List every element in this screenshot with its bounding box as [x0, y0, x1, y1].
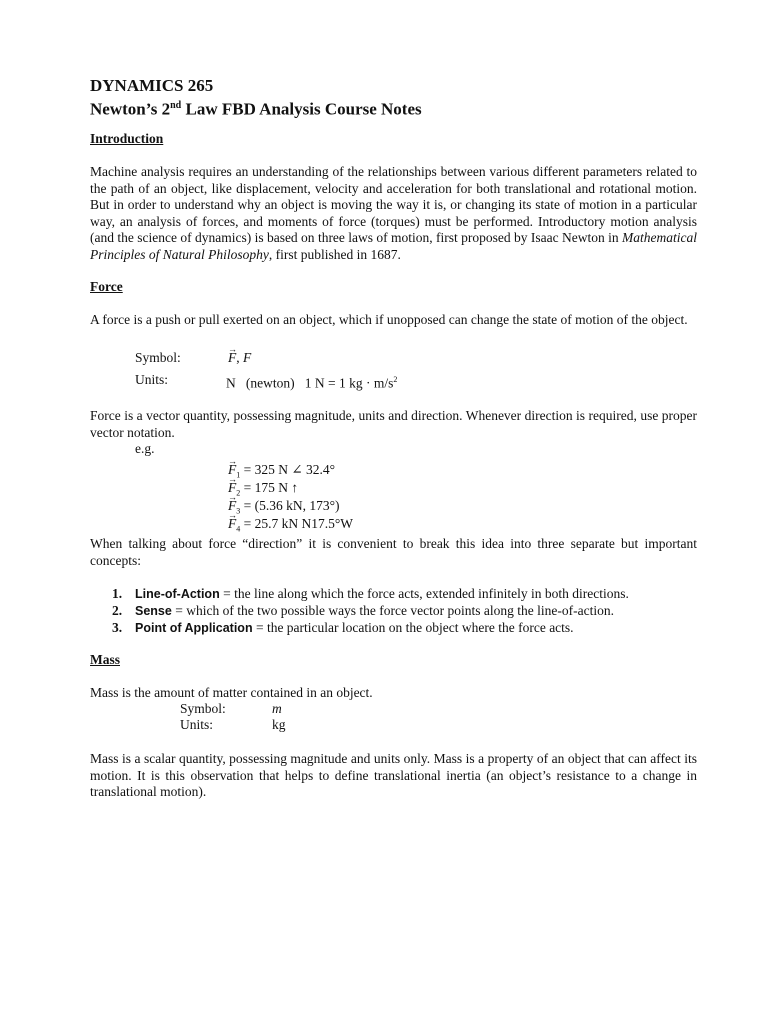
concept-item-1: 1. Line-of-Action = the line along which the force acts, extended infinitely in both directions.: [112, 586, 629, 601]
page-title: Newton’s 2nd Law FBD Analysis Course Notes: [90, 99, 422, 119]
force-example-4: → $F_4 = 25.7$ kN N17.5°W: [228, 516, 353, 538]
heading-mass: Mass: [90, 652, 120, 667]
force-example-2: → $F_2 = 175$ N ↑: [228, 480, 298, 502]
mass-units: kg: [272, 717, 286, 732]
mass-units-label: Units:: [180, 717, 214, 732]
force-definition: A force is a push or pull exerted on an object, which if unopposed can change the state of motion of the object.: [90, 312, 688, 327]
eg-label: e.g.: [135, 441, 155, 456]
concept-item-3: 3. Point of Application = the particular location on the object where the force acts.: [112, 620, 574, 635]
course-code: DYNAMICS 265: [90, 76, 214, 95]
force-symbol: → F, F: [228, 350, 251, 366]
force-example-1: → $F_1 = 325$ N ∠ 32.4°: [228, 462, 335, 484]
direction-paragraph: When talking about force “direction” it is convenient to break this idea into three separate but important concepts:: [90, 536, 697, 568]
force-example-3: → $F_3 = (5.36$ kN, 173°): [228, 498, 340, 520]
mass-symbol-label: Symbol:: [180, 701, 226, 716]
force-symbol-label: Symbol:: [135, 350, 181, 365]
book-title: Mathematical Principles of Natural Philosophy: [90, 230, 698, 262]
mass-definition: Mass is the amount of matter contained in an object.: [90, 685, 373, 700]
force-vector-paragraph: Force is a vector quantity, possessing magnitude, units and direction. Whenever direction is required, use proper vector notation.: [90, 408, 697, 440]
mass-symbol: m: [272, 701, 282, 716]
intro-paragraph: Machine analysis requires an understanding of the relationships between various different parameters related to the path of an object, like displacement, velocity and acceleration for both translational and rotational motion. But in order to understand why an object is moving the way it is, or changing its state of motion in a particular way, an analysis of forces, and moments of force (torques) must be performed. Introductory motion analysis (and the science of dynamics) is based on three laws of motion, first proposed by Isaac Newton in Mathematical Principles of Natural Philosophy, first published in 1687.: [90, 164, 698, 262]
mass-scalar-paragraph: Mass is a scalar quantity, possessing magnitude and units only. Mass is a property of an object that can affect its motion. It is this observation that helps to define translational inertia (an object’s resistance to a change in translational motion).: [90, 751, 697, 800]
force-units-label: Units:: [135, 372, 169, 387]
heading-force: Force: [90, 279, 123, 294]
concept-item-2: 2. Sense = which of the two possible ways the force vector points along the line-of-action.: [112, 603, 614, 618]
heading-introduction: Introduction: [90, 131, 164, 146]
force-units: N (newton) 1 N = 1 kg · $m/s^2$: [226, 375, 398, 391]
